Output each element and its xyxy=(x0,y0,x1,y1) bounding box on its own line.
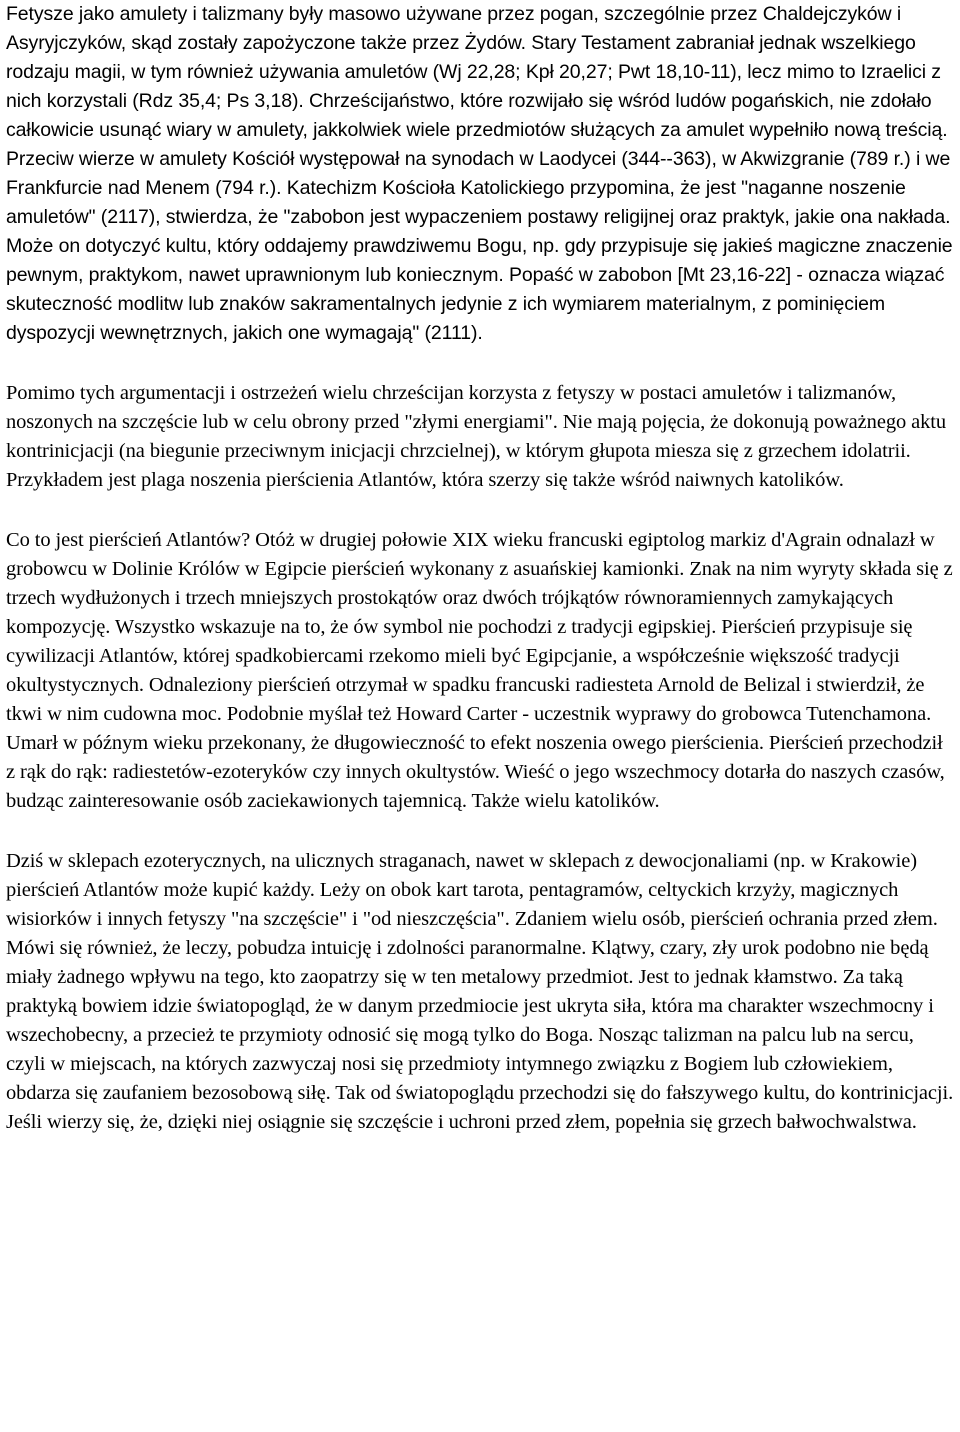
paragraph-text: Dziś w sklepach ezoterycznych, na ulicznych straganach, nawet w sklepach z dewocjonaliami (np. w Krakowie) pierścień Atlantów może kupić każdy. Leży on obok kart tarota, pentagramów, celtyckich krzyży, magicznych wisiorków i innych fetyszy "na szczęście" i "od nieszczęścia". Zdaniem wielu osób, pierścień ochrania przed złem. Mówi się również, że leczy, pobudza intuicję i zdolności paranormalne. Klątwy, czary, zły urok podobno nie będą miały żadnego wpływu na tego, kto zaopatrzy się w ten metalowy przedmiot. Jest to jednak kłamstwo. Za taką praktyką bowiem idzie światopogląd, że w danym przedmiocie jest ukryta siła, która ma charakter wszechmocny i wszechobecny, a przecież te przymioty odnosić się mogą tylko do Boga. Nosząc talizman na palcu lub na sercu, czyli w miejscach, na których zazwyczaj nosi się przedmioty intymnego związku z Bogiem lub człowiekiem, obdarza się zaufaniem bezosobową siłę. Tak od światopoglądu przechodzi się do fałszywego kultu, do kontrinicjacji. Jeśli wierzy się, że, dzięki niej osiągnie się szczęście i uchroni przed złem, popełnia się grzech bałwochwalstwa. xyxy=(6,850,954,1133)
paragraph-text: Pomimo tych argumentacji i ostrzeżeń wielu chrześcijan korzysta z fetyszy w postaci amuletów i talizmanów, noszonych na szczęście lub w celu obrony przed "złymi energiami". Nie mają pojęcia, że dokonują poważnego aktu kontrinicjacji (na biegunie przeciwnym inicjacji chrzcielnej), w którym głupota miesza się z grzechem idolatrii. Przykładem jest plaga noszenia pierścienia Atlantów, która szerzy się także wśród naiwnych katolików. xyxy=(6,382,947,491)
paragraph-atlantis-ring-origin xyxy=(6,526,956,816)
paragraph-text: Fetysze jako amulety i talizmany były masowo używane przez pogan, szczególnie przez Chaldejczyków i Asyryjczyków, skąd zostały zapożyczone także przez Żydów. Stary Testament zabraniał jednak wszelkiego rodzaju magii, w tym również używania amuletów (Wj 22,28; Kpł 20,27; Pwt 18,10-11), lecz mimo to Izraelici z nich korzystali (Rdz 35,4; Ps 3,18). Chrześcijaństwo, które rozwijało się wśród ludów pogańskich, nie zdołało całkowicie usunąć wiary w amulety, jakkolwiek wiele przedmiotów służących za amulet wypełniło nową treścią. Przeciw wierze w amulety Kościół występował na synodach w Laodycei (344--363), w Akwizgranie (789 r.) i we Frankfurcie nad Menem (794 r.). Katechizm Kościoła Katolickiego przypomina, że jest "naganne noszenie amuletów" (2117), stwierdza, że "zabobon jest wypaczeniem postawy religijnej oraz praktyk, jakie ona nakłada. Może on dotyczyć kultu, który oddajemy prawdziwemu Bogu, np. gdy przypisuje się jakieś magiczne znaczenie pewnym, praktykom, nawet uprawnionym lub koniecznym. Popaść w zabobon [Mt 23,16-22] - oznacza wiązać skuteczność modlitw lub znaków sakramentalnych jedynie z ich wymiarem materialnym, z pominięciem dyspozycji wewnętrznych, jakich one wymagają" (2111). xyxy=(6,3,953,344)
paragraph-text: Co to jest pierścień Atlantów? Otóż w drugiej połowie XIX wieku francuski egiptolog markiz d'Agrain odnalazł w grobowcu w Dolinie Królów w Egipcie pierścień wykonany z asuańskiej kamionki. Znak na nim wyryty składa się z trzech wydłużonych i trzech mniejszych prostokątów oraz dwóch trójkątów równoramiennych zamykających kompozycję. Wszystko wskazuje na to, że ów symbol nie pochodzi z tradycji egipskiej. Pierścień przypisuje się cywilizacji Atlantów, której spadkobiercami rzekomo mieli być Egipcjanie, a współcześnie większość tradycji okultystycznych. Odnaleziony pierścień otrzymał w spadku francuski radiesteta Arnold de Belizal i stwierdził, że tkwi w nim cudowna moc. Podobnie myślał też Howard Carter - uczestnik wyprawy do grobowca Tutenchamona. Umarł w późnym wieku przekonany, że długowieczność to efekt noszenia owego pierścienia. Pierścień przechodził z rąk do rąk: radiestetów-ezoteryków czy innych okultystów. Wieść o jego wszechmocy dotarła do naszych czasów, budząc zainteresowanie osób zaciekawionych tajemnicą. Także wielu katolików. xyxy=(6,529,953,812)
paragraph-amulets-history xyxy=(6,0,956,348)
paragraph-fetish-usage xyxy=(6,379,956,495)
paragraph-esoteric-shops xyxy=(6,847,956,1137)
article-body xyxy=(6,0,956,1168)
